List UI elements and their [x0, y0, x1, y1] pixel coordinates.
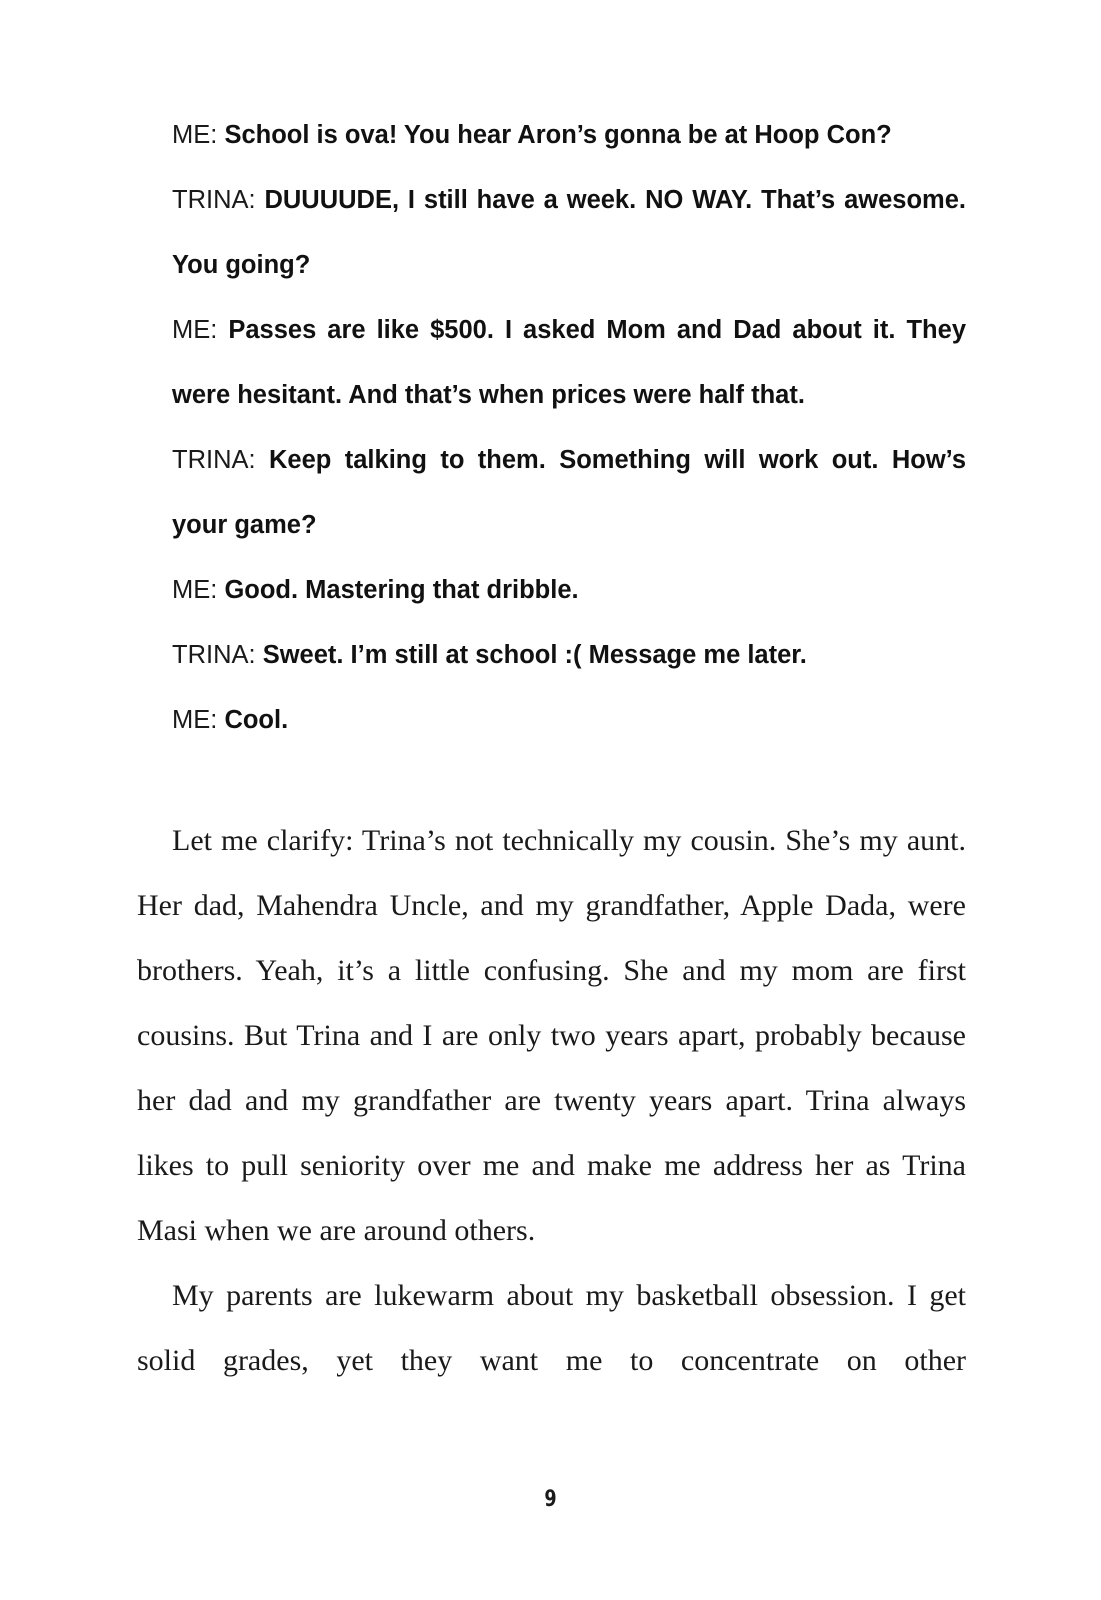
chat-speaker: TRINA:	[172, 186, 256, 214]
chat-speaker: ME:	[172, 576, 218, 604]
chat-line	[172, 623, 966, 688]
chat-message: Good. Mastering that dribble.	[224, 576, 579, 604]
chat-line	[172, 298, 966, 428]
paragraph: Let me clarify: Trina’s not technically my cousin. She’s my aunt. Her dad, Mahendra Uncle, and my grandfather, Apple Dada, were brothers. Yeah, it’s a little confusing. She and my mom are first cousins. But Trina and I are only two years apart, probably because her dad and my grandfather are twenty years apart. Trina always likes to pull seniority over me and make me address her as Trina Masi when we are around others.	[137, 824, 966, 1247]
chat-speaker: ME:	[172, 706, 218, 734]
narrative-text	[137, 808, 966, 1393]
chat-line	[172, 103, 966, 168]
chat-line	[172, 688, 966, 753]
chat-message: Passes are like $500. I asked Mom and Dad about it. They were hesitant. And that’s when prices were half that.	[172, 316, 966, 409]
chat-line	[172, 428, 966, 558]
chat-message: DUUUUDE, I still have a week. NO WAY. That’s awesome. You going?	[172, 186, 966, 279]
chat-speaker: ME:	[172, 316, 218, 344]
paragraph: My parents are lukewarm about my basketball obsession. I get solid grades, yet they want me to concentrate on other	[137, 1279, 966, 1377]
chat-speaker: ME:	[172, 121, 218, 149]
page-number: 9	[544, 1487, 557, 1512]
chat-message: School is ova! You hear Aron’s gonna be at Hoop Con?	[224, 121, 892, 149]
chat-message: Keep talking to them. Something will work out. How’s your game?	[172, 446, 967, 539]
chat-line	[172, 168, 966, 298]
chat-message: Cool.	[224, 706, 289, 734]
chat-message: Sweet. I’m still at school :( Message me later.	[262, 641, 807, 669]
chat-line	[172, 558, 966, 623]
chat-speaker: TRINA:	[172, 641, 256, 669]
chat-speaker: TRINA:	[172, 446, 256, 474]
text-message-transcript	[172, 103, 966, 753]
